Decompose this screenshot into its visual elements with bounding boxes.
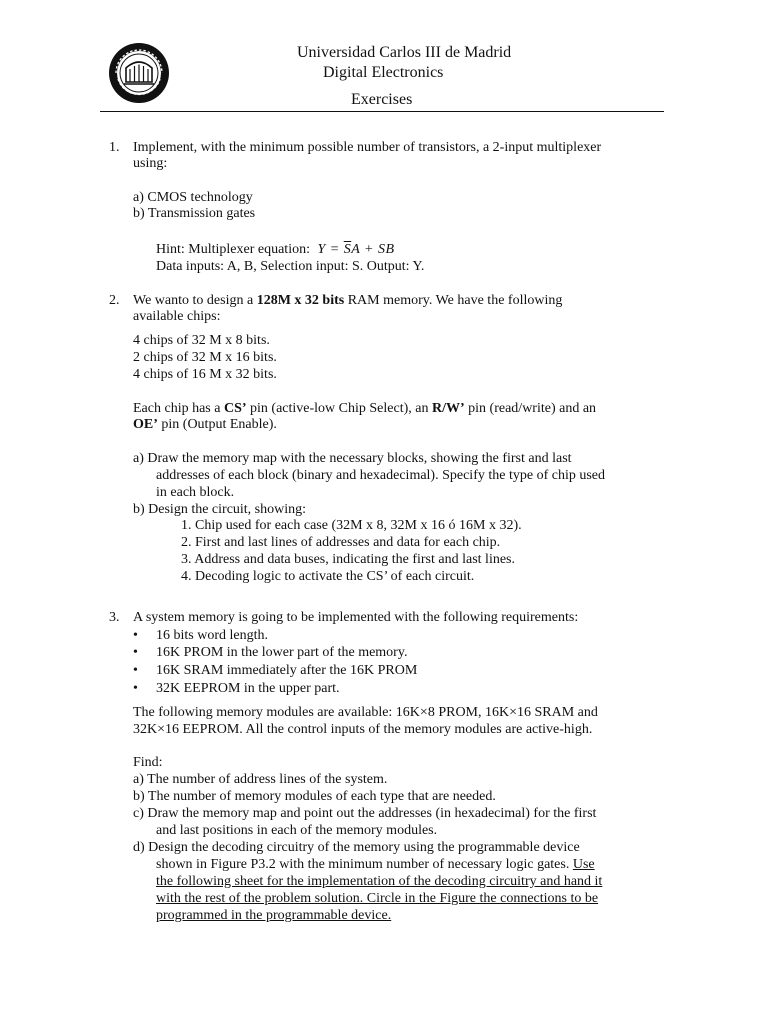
q2-pins-line-1 bbox=[133, 400, 596, 417]
q2-task-a-3: in each block. bbox=[156, 485, 235, 500]
university-seal-logo bbox=[108, 42, 170, 104]
q2-task-a-2: addresses of each block (binary and hexadecimal). Specify the type of chip used bbox=[156, 468, 605, 483]
q1-number: 1. bbox=[109, 140, 120, 155]
q2-pins-mid: pin (active-low Chip Select), an bbox=[250, 401, 429, 416]
q1-line-1: Implement, with the minimum possible number of transistors, a 2-input multiplexer bbox=[133, 140, 602, 155]
q3-req-2: 16K PROM in the lower part of the memory. bbox=[156, 645, 408, 660]
q1-line-2: using: bbox=[133, 156, 168, 171]
q2-pins-line-2 bbox=[133, 416, 277, 433]
eq-equals: = bbox=[329, 242, 340, 257]
q3-find-c-1: c) Draw the memory map and point out the addresses (in hexadecimal) for the first bbox=[133, 806, 597, 821]
q2-pins-pre: Each chip has a bbox=[133, 401, 221, 416]
header-university: Universidad Carlos III de Madrid bbox=[297, 44, 512, 61]
q3-bullet-1: • bbox=[133, 628, 138, 643]
q3-find-d-2-pre: shown in Figure P3.2 with the minimum number of necessary logic gates. bbox=[156, 857, 570, 872]
eq-s-bar: $\overline{S}$ bbox=[343, 242, 352, 257]
header-divider bbox=[100, 111, 664, 112]
q3-find-c-2: and last positions in each of the memory modules. bbox=[156, 823, 438, 838]
q3-req-1: 16 bits word length. bbox=[156, 628, 268, 643]
q3-find: Find: bbox=[133, 755, 163, 770]
q2-chip-3: 4 chips of 16 M x 32 bits. bbox=[133, 367, 277, 382]
q3-req-4: 32K EEPROM in the upper part. bbox=[156, 681, 340, 696]
q2-line-1-post: RAM memory. We have the following bbox=[347, 293, 563, 308]
q2-number: 2. bbox=[109, 293, 120, 308]
q3-bullet-2: • bbox=[133, 645, 138, 660]
q3-find-d-2-underlined: Use bbox=[572, 857, 595, 872]
eq-y: Y bbox=[317, 242, 326, 257]
q2-pin-rw: R/W’ bbox=[431, 401, 465, 416]
q3-find-d-3: the following sheet for the implementation of the decoding circuitry and hand it bbox=[156, 874, 603, 889]
q3-req-3: 16K SRAM immediately after the 16K PROM bbox=[156, 663, 418, 678]
q2-line-2: available chips: bbox=[133, 309, 221, 324]
q1-option-a: a) CMOS technology bbox=[133, 190, 253, 205]
q3-find-b: b) The number of memory modules of each type that are needed. bbox=[133, 789, 496, 804]
q1-option-b: b) Transmission gates bbox=[133, 206, 256, 221]
q2-pin-cs: CS’ bbox=[223, 401, 247, 416]
q1-hint bbox=[156, 241, 395, 258]
q3-find-d-5: programmed in the programmable device. bbox=[156, 908, 392, 923]
q2-chip-2: 2 chips of 32 M x 16 bits. bbox=[133, 350, 277, 365]
q2-pins-post: pin (read/write) and an bbox=[468, 401, 597, 416]
eq-rest: A + SB bbox=[351, 242, 395, 257]
q2-sub-3: 3. Address and data buses, indicating the first and last lines. bbox=[181, 552, 515, 567]
q3-modules-2: 32K×16 EEPROM. All the control inputs of the memory modules are active-high. bbox=[133, 722, 593, 737]
q2-pins-line-2-post: pin (Output Enable). bbox=[161, 417, 277, 432]
header-course: Digital Electronics bbox=[323, 64, 444, 81]
q3-find-d-4: with the rest of the problem solution. Circle in the Figure the connections to be bbox=[156, 891, 599, 906]
q2-sub-4: 4. Decoding logic to activate the CS’ of each circuit. bbox=[181, 569, 475, 584]
q2-line-1 bbox=[133, 292, 562, 309]
q3-number: 3. bbox=[109, 610, 120, 625]
q2-line-1-pre: We wanto to design a bbox=[133, 293, 254, 308]
q3-find-d-2 bbox=[156, 856, 595, 873]
q1-equation bbox=[313, 242, 394, 257]
q3-bullet-4: • bbox=[133, 681, 138, 696]
q3-line-1: A system memory is going to be implemented with the following requirements: bbox=[133, 610, 579, 625]
q3-find-d-1: d) Design the decoding circuitry of the memory using the programmable device bbox=[133, 840, 580, 855]
q1-data-inputs: Data inputs: A, B, Selection input: S. Output: Y. bbox=[156, 259, 425, 274]
q2-sub-1: 1. Chip used for each case (32M x 8, 32M x 16 ó 16M x 32). bbox=[181, 518, 522, 533]
q2-sub-2: 2. First and last lines of addresses and data for each chip. bbox=[181, 535, 501, 550]
q2-line-1-bold: 128M x 32 bits bbox=[256, 293, 345, 308]
q3-bullet-3: • bbox=[133, 663, 138, 678]
header-title: Exercises bbox=[351, 91, 413, 108]
q3-find-a: a) The number of address lines of the system. bbox=[133, 772, 388, 787]
q2-pin-oe: OE’ bbox=[133, 417, 158, 432]
q2-chip-1: 4 chips of 32 M x 8 bits. bbox=[133, 333, 270, 348]
q3-modules-1: The following memory modules are available: 16K×8 PROM, 16K×16 SRAM and bbox=[133, 705, 598, 720]
q1-hint-prefix: Hint: Multiplexer equation: bbox=[156, 242, 310, 257]
q2-task-a-1: a) Draw the memory map with the necessary blocks, showing the first and last bbox=[133, 451, 572, 466]
q2-task-b: b) Design the circuit, showing: bbox=[133, 502, 307, 517]
